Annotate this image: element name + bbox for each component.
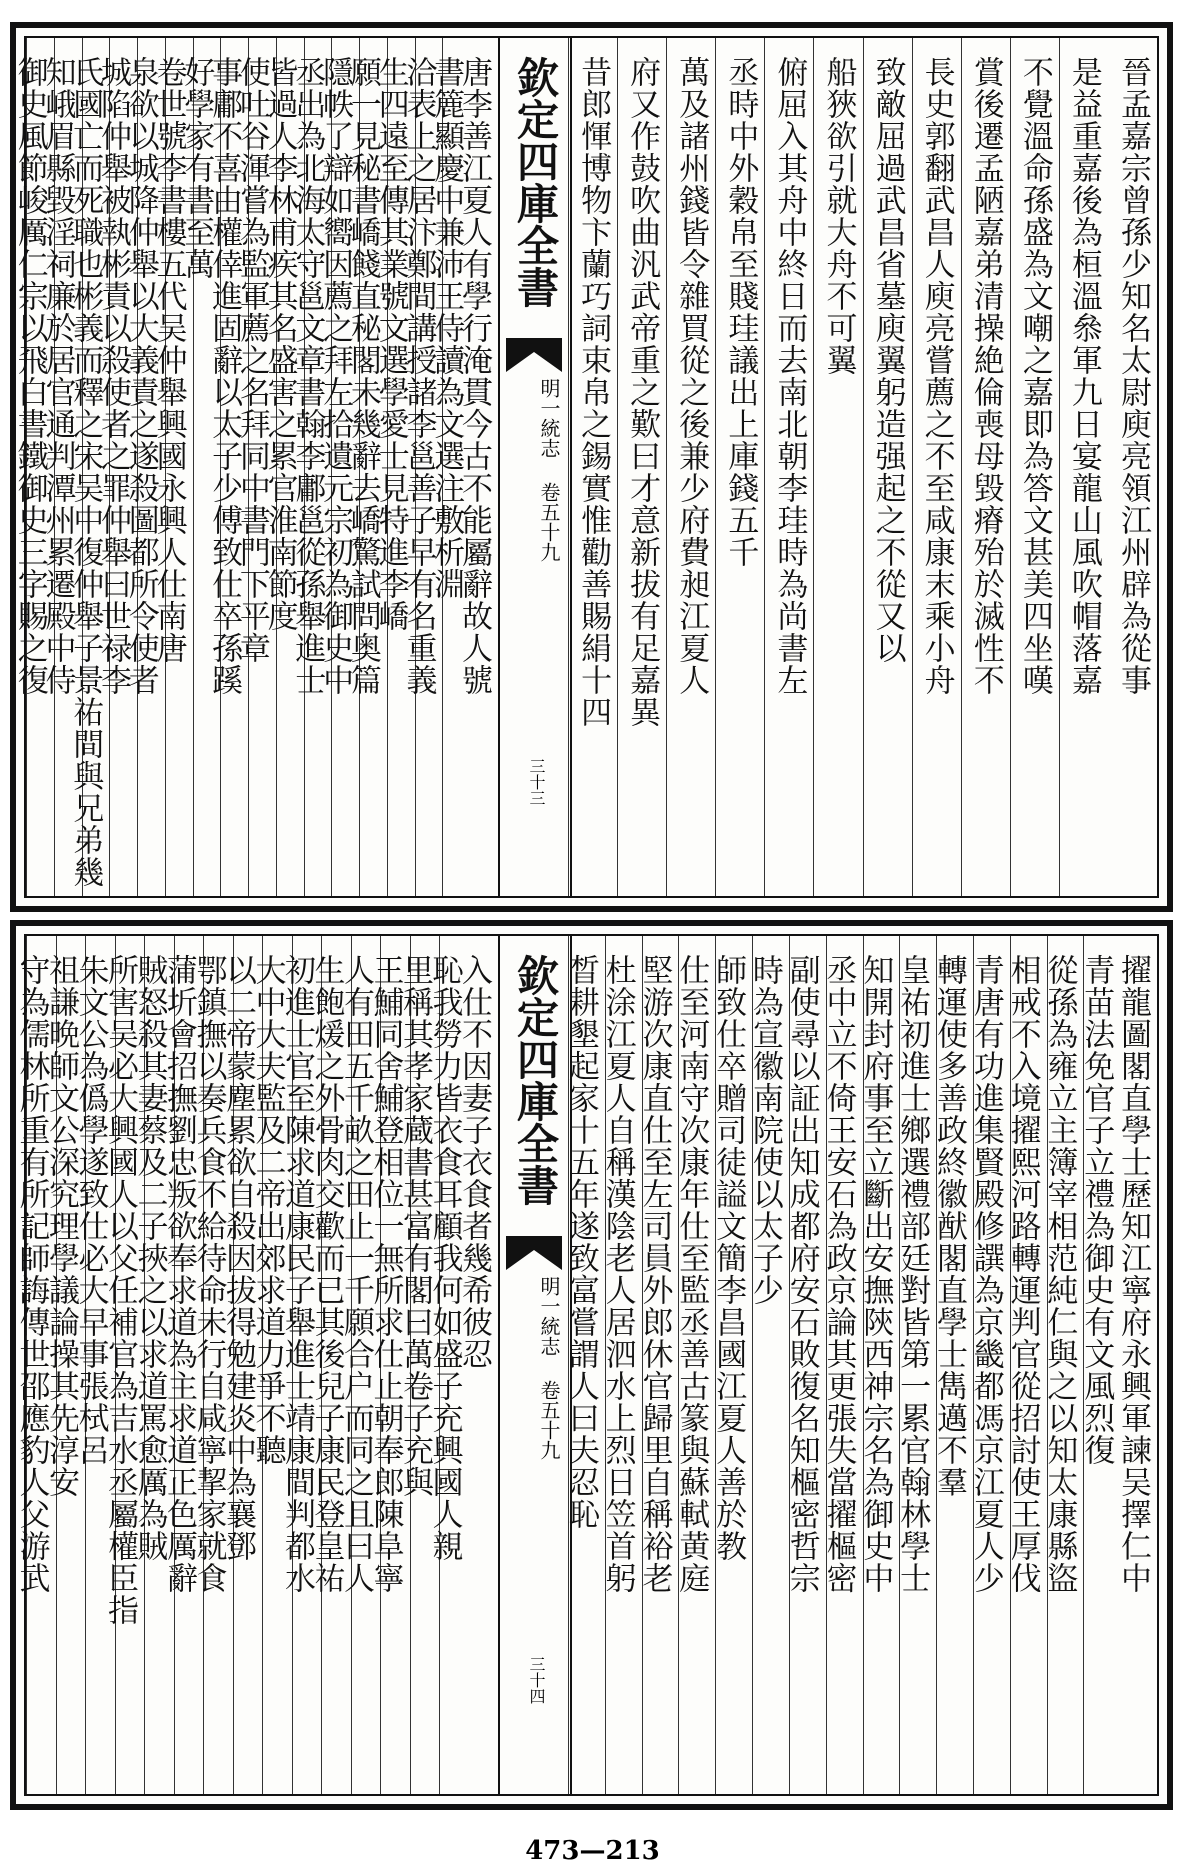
text-column: 里稱其孝家蔵書甚富有閣曰萬卷子充與: [410, 936, 440, 1794]
fish-tail-mark-icon: [506, 338, 562, 372]
text-column: 長史郭翻武昌人庾亮嘗薦之不至咸康末乘小舟: [912, 38, 961, 896]
text-column: 卷世號李書樓五代吴仲舉興國永興人仕南唐: [165, 38, 193, 896]
center-fold-column: [498, 38, 572, 896]
fish-tail-mark-icon: [506, 1236, 562, 1270]
text-column: 時為宣徽南院使以太子少: [752, 936, 789, 1794]
text-column: 賞後遷孟陋嘉弟清操絶倫喪母毀瘠殆於滅性不: [961, 38, 1010, 896]
text-column: 青唐有功進集賢殿修譔為京畿都馮京江夏人少: [973, 936, 1010, 1794]
text-column: 丞出為北海太守邕文章書翰李鄘邕從孫舉進士: [304, 38, 332, 896]
text-column: 不覺溫命孫盛為文嘲之嘉即為答文甚美四坐嘆: [1010, 38, 1059, 896]
page-number-footer: 473—213: [525, 1836, 660, 1866]
book-title: 欽定四庫全書: [511, 954, 560, 1206]
text-column: 仕至河南守次康年仕至監丞善古篆與蘇軾黄庭: [678, 936, 715, 1794]
text-column: 恥我勞力皆衣食耳顧我何如盛子充興國人親: [439, 936, 469, 1794]
text-column: 堅游次康直仕至左司員外郎休官歸里自稱裕老: [642, 936, 679, 1794]
text-column: 致敵屈過武昌省墓庾翼躬造强起之不從又以: [863, 38, 912, 896]
text-column: 副使尋以証出知成都府安石敗復名知樞密哲宗: [789, 936, 826, 1794]
text-column: 城陷仲舉被執彬責以殺使者之罪仲舉曰世禄李: [109, 38, 137, 896]
text-column: 皆過人李林甫疾其名盛害之累官淮南節度: [276, 38, 304, 896]
text-column: 青苗法免官子立禮為御史有文風烈復: [1083, 936, 1120, 1794]
text-column: 擢龍圖閣直學士歷知江寧府永興軍諫吴擇仁中: [1115, 954, 1151, 1594]
text-column: 晳耕墾起家十五年遂致富嘗謂人曰夫忍恥: [568, 936, 605, 1794]
text-column: 入仕不因妻子衣食者幾希彼忍: [456, 954, 492, 1370]
text-column: 祖謙晩師文公深究理學議論操其先淳安: [56, 936, 86, 1794]
text-column: 晉孟嘉宗曾孫少知名太尉庾亮領江州辟為從事: [1114, 56, 1151, 696]
text-column: 隱帙了辯如嚮因薦之拜左拾遺元宗初為御史中: [331, 38, 359, 896]
text-column: 師致仕卒贈司徒謚文簡李昌國江夏人善於教: [715, 936, 752, 1794]
text-column: 使吐谷渾嘗為監軍薦之名拜同中書門下平章: [248, 38, 276, 896]
text-column: 唐李善江夏人有學行淹貫今古不能屬辭故人號: [455, 56, 492, 696]
text-column: 洽表上之居汴鄭間講授諸李邕善子早有名重義: [415, 38, 443, 896]
text-column: 朱文公為僞學遂致仕必大早事張栻呂: [85, 936, 115, 1794]
text-column: 以二帝蒙塵累欲自殺因拔得勉建炎中為襄鄧: [233, 936, 263, 1794]
text-column: 轉運使多善政終徽猷閣直學士雋邁不羣: [936, 936, 973, 1794]
text-column: 府又作鼓吹曲汎武帝重之歎曰才意新拔有足嘉異: [617, 38, 666, 896]
folio-number: 三十三: [527, 758, 546, 806]
text-column: 知峨眉縣毀淫祠廉於居官通判潭州累遷殿中侍: [54, 38, 82, 896]
text-column: 願一見秘書嶠餞直秘閣未幾辭去嶠驚試問奥篇: [359, 38, 387, 896]
text-column: 書簏顯慶中兼沛王侍讀為文選注敷析淵: [442, 38, 470, 896]
text-column: 杜涂江夏人自稱漢陰老人居泗水上烈日笠首躬: [605, 936, 642, 1794]
text-column: 大中大夫監及二帝出郊求道力爭不聽: [262, 936, 292, 1794]
page-frame: [13, 934, 1159, 1796]
text-column: 船狹欲引就大舟不可翼: [813, 38, 862, 896]
text-column: 生飽煖之外骨肉交歡而已其後兒子康民登皇祐: [321, 936, 351, 1794]
page-frame: [11, 36, 1159, 898]
text-column: 氏國亡而死職也彬義而釋之宋吴中復仲舉子景祐間與兄弟幾: [82, 38, 110, 896]
text-column: 皇祐初進士鄉選禮部廷對皆第一累官翰林學士: [899, 936, 936, 1794]
text-column: 蒲圻會招撫劉忠叛欲奉求道為主求道正色厲辭: [174, 936, 204, 1794]
text-column: 鄂鎮撫以奏兵食不給待命未行自咸寧挈家就食: [203, 936, 233, 1794]
folio-number: 三十四: [527, 1656, 546, 1704]
text-column: 王鯆同舍鯆登相位一無所求仕止朝奉郎陳阜寧: [380, 936, 410, 1794]
text-column: 事鄘不喜由權倖進固辭以太子少傅致仕卒孫蹊: [220, 38, 248, 896]
book-title: 欽定四庫全書: [511, 56, 560, 308]
volume-label: 明一統志 卷五十九: [537, 1276, 561, 1460]
page-top: [10, 22, 1173, 912]
text-column: 好學家有書至萬: [193, 38, 221, 896]
text-column: 御史風節峻厲仁宗以飛白書鐵御史三字賜之復: [26, 38, 54, 896]
page-bottom: [10, 920, 1173, 1810]
text-column: 相戒不入境擢熙河路轉運判官從招討使王厚伐: [1010, 936, 1047, 1794]
text-column: 丞時中外穀帛至賤珪議出上庫錢五千: [715, 38, 764, 896]
text-column: 昔郎惲博物卞蘭巧詞束帛之錫實惟勸善賜絹十四: [568, 38, 617, 896]
text-column: 知開封府事至立斷出安撫陝西神宗名為御史中: [863, 936, 900, 1794]
text-column: 生四遠至傳其業號文選學愛士見特進李嶠: [387, 38, 415, 896]
text-column: 所害吴必大興國人以父任補官為吉水丞屬權臣指: [115, 936, 145, 1794]
text-column: 泉欲以城降仲舉以大義責之遂殺圖都所令使者: [137, 38, 165, 896]
volume-label: 明一統志 卷五十九: [537, 378, 561, 562]
text-column: 人有田五千畝之田止一千願合户而同之且曰人: [351, 936, 381, 1794]
text-column: 俯屈入其舟中終日而去南北朝李珪時為尚書左: [764, 38, 813, 896]
text-column: 初進士官至陳求道康民子舉進士靖康間判都水: [292, 936, 322, 1794]
text-column: 守為儒林所重有所記師誨傳世邵應豹人父游武: [26, 936, 56, 1794]
text-column: 賊怒殺其妻蔡及二子挾之以求道罵愈厲為賊: [144, 936, 174, 1794]
text-column: 萬及諸州錢皆令雜買從之後兼少府費昶江夏人: [666, 38, 715, 896]
text-column: 從孫為雍立主簿宰相范純仁與之以知太康縣盜: [1047, 936, 1084, 1794]
text-column: 丞中立不倚王安石為政京論其更張失當擢樞密: [826, 936, 863, 1794]
text-column: 是益重嘉後為桓溫叅軍九日宴龍山風吹帽落嘉: [1059, 38, 1108, 896]
